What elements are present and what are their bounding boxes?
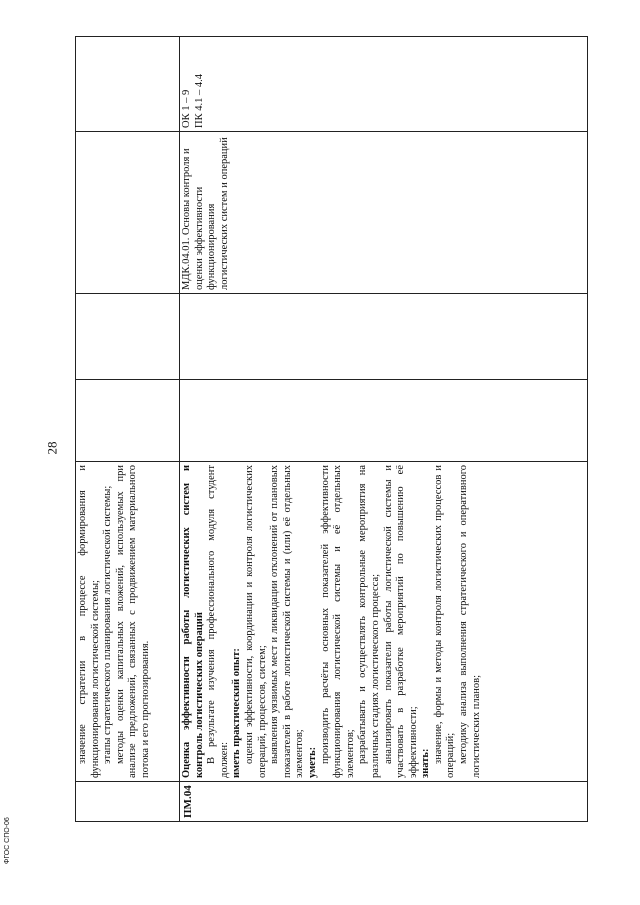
table-row-continuation <box>76 37 180 822</box>
continuation-empty-cell <box>76 294 180 380</box>
hours-cell <box>180 294 588 380</box>
competencies-cell: ОК 1 – 9 ПК 4.1 – 4.4 <box>180 37 588 132</box>
module-code: ПМ.04 <box>180 782 588 822</box>
continuation-text-cell <box>76 462 180 782</box>
competency-table-rotated <box>75 37 588 822</box>
continuation-line: методы оценки капитальных вложений, используемых при анализе предложений, связанных с продвижением материального потока и его прогнозирования. <box>114 465 151 778</box>
experience-item: оценки эффективности, координации и контроля логистических операций, процессов, систем; <box>243 465 268 778</box>
continuation-empty-cell <box>76 132 180 294</box>
hours-cell <box>180 380 588 462</box>
skill-item: производить расчёты основных показателей эффективности функционирования логистической системы и её отдельных элементов; <box>319 465 356 778</box>
module-description <box>180 462 588 782</box>
module-title: Оценка эффективности работы логистических систем и контроль логистических операций <box>181 465 205 778</box>
continuation-code-cell <box>76 782 180 822</box>
experience-heading: иметь практический опыт: <box>231 648 243 778</box>
module-intro: В результате изучения профессионального модуля студент должен: <box>206 465 230 778</box>
continuation-empty-cell <box>76 380 180 462</box>
page-number: 28 <box>44 441 60 455</box>
continuation-empty-cell <box>76 37 180 132</box>
knowledge-item: методику анализа выполнения стратегического и оперативного логистических планов; <box>458 465 482 778</box>
skill-item: анализировать показатели работы логистической системы и участвовать в разработке мероприятий по повышению её эффективности; <box>382 465 419 778</box>
knowledge-heading: знать: <box>420 748 432 778</box>
knowledge-item: значение, формы и методы контроля логистических процессов и операций; <box>432 465 457 778</box>
experience-item: выявления уязвимых мест и ликвидации отклонений от плановых показателей в работе логистической системы и (или) её отдельных элементов; <box>269 465 306 778</box>
skills-heading: уметь: <box>306 746 318 778</box>
footer-mark: ФГОС СПО-06 <box>4 817 11 864</box>
continuation-line: значение стратегии в процессе формирования и функционирования логистической системы; <box>77 465 101 778</box>
table-row-pm04 <box>180 37 588 822</box>
continuation-line: этапы стратегического планирования логистической системы; <box>102 485 114 764</box>
skill-item: разрабатывать и осуществлять контрольные мероприятия на различных стадиях логистического процесса; <box>357 465 381 778</box>
mdk-cell: МДК.04.01. Основы контроля и оценки эффективности функционирования логистических систем и операций <box>180 132 588 294</box>
competency-table <box>75 36 588 822</box>
